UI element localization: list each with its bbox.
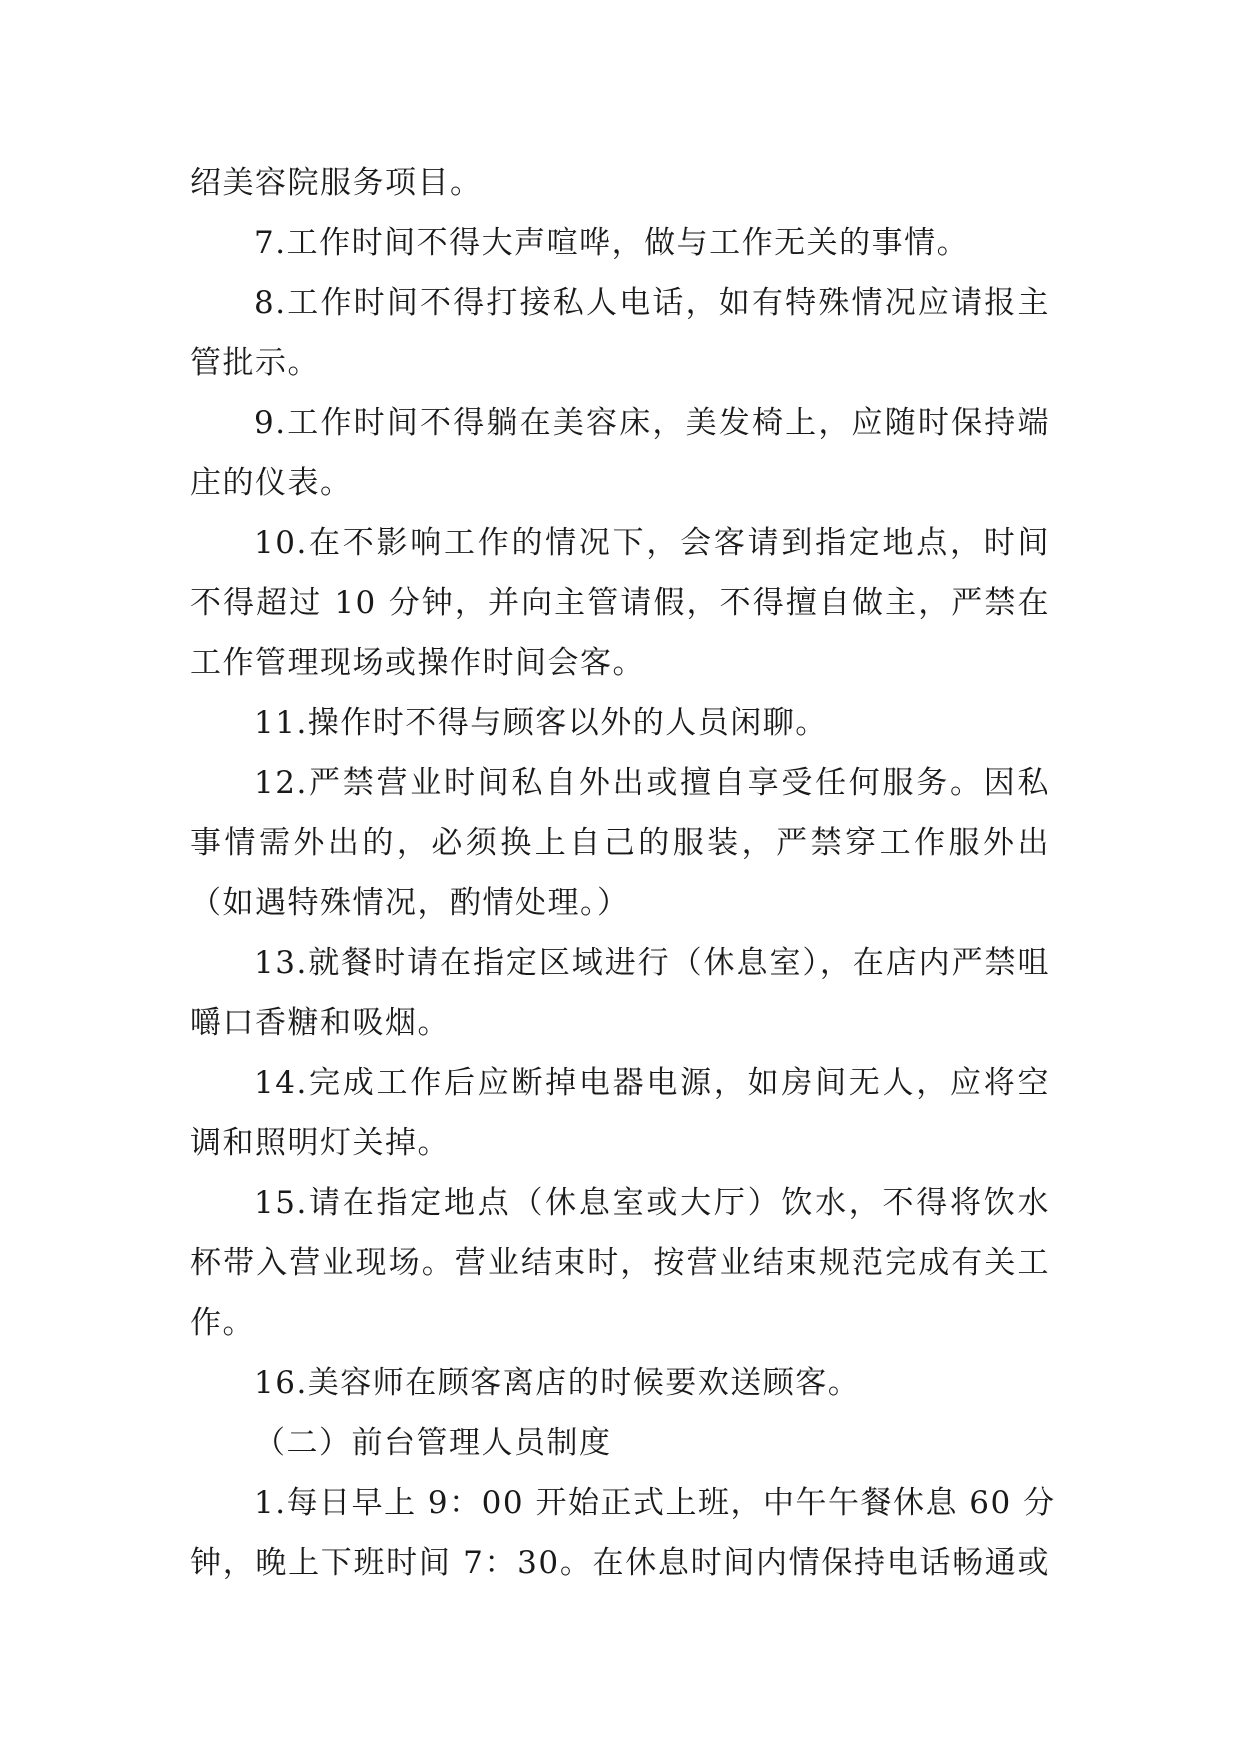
rule-item-16: 16.美容师在顾客离店的时候要欢送顾客。	[254, 1365, 861, 1401]
text-line: 作。	[190, 1305, 255, 1341]
text-line: 事情需外出的，必须换上自己的服装，严禁穿工作服外出	[190, 825, 1050, 861]
text-line: 工作管理现场或操作时间会客。	[190, 645, 645, 681]
text-line: （如遇特殊情况，酌情处理。）	[190, 885, 630, 921]
section-heading: （二）前台管理人员制度	[254, 1425, 612, 1461]
front-desk-rule-1: 1.每日早上 9：00 开始正式上班，中午午餐休息 60 分	[254, 1485, 1056, 1521]
text-line: 杯带入营业现场。营业结束时，按营业结束规范完成有关工	[190, 1245, 1050, 1281]
rule-item-12: 12.严禁营业时间私自外出或擅自享受任何服务。因私	[254, 765, 1050, 801]
text-line: 嚼口香糖和吸烟。	[190, 1005, 450, 1041]
rule-item-14: 14.完成工作后应断掉电器电源，如房间无人，应将空	[254, 1065, 1050, 1101]
rule-item-8: 8.工作时间不得打接私人电话，如有特殊情况应请报主	[254, 285, 1050, 321]
rule-item-10: 10.在不影响工作的情况下，会客请到指定地点，时间	[254, 525, 1050, 561]
rule-item-7: 7.工作时间不得大声喧哗，做与工作无关的事情。	[254, 225, 970, 261]
document-body	[190, 153, 1056, 1593]
text-line: 绍美容院服务项目。	[190, 165, 483, 201]
text-line: 不得超过 10 分钟，并向主管请假，不得擅自做主，严禁在	[190, 585, 1050, 621]
text-line: 管批示。	[190, 345, 320, 381]
text-line: 钟，晚上下班时间 7：30。在休息时间内情保持电话畅通或	[190, 1545, 1050, 1581]
text-line: 调和照明灯关掉。	[190, 1125, 450, 1161]
rule-item-11: 11.操作时不得与顾客以外的人员闲聊。	[254, 705, 828, 741]
rule-item-13: 13.就餐时请在指定区域进行（休息室），在店内严禁咀	[254, 945, 1050, 981]
rule-item-15: 15.请在指定地点（休息室或大厅）饮水，不得将饮水	[254, 1185, 1050, 1221]
text-line: 庄的仪表。	[190, 465, 353, 501]
rule-item-9: 9.工作时间不得躺在美容床，美发椅上，应随时保持端	[254, 405, 1050, 441]
